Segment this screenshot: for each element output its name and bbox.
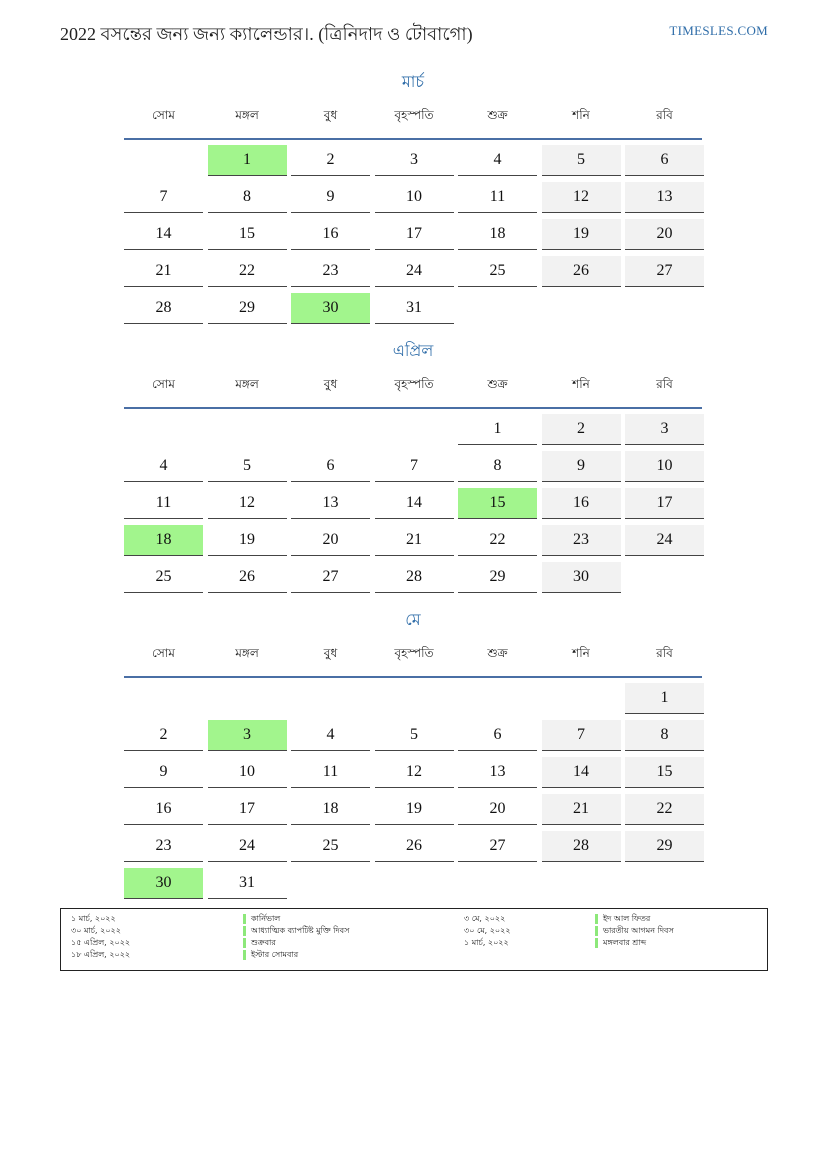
empty-cell [542, 683, 621, 713]
day-cell[interactable]: 4 [291, 720, 370, 751]
day-cell[interactable]: 25 [124, 562, 203, 593]
weekday-header-row [124, 375, 702, 405]
day-cell[interactable]: 30 [542, 562, 621, 593]
day-cell[interactable]: 7 [542, 720, 621, 751]
empty-cell [375, 868, 454, 898]
empty-cell [208, 414, 287, 444]
weekday-label: শুক্র [487, 377, 508, 391]
holiday-name: ভারতীয় আগমন দিবস [603, 926, 674, 935]
day-cell[interactable]: 5 [208, 451, 287, 482]
holiday-date: ১৮ এপ্রিল, ২০২২ [71, 950, 131, 959]
day-cell[interactable]: 27 [291, 562, 370, 593]
day-cell[interactable]: 18 [291, 794, 370, 825]
holiday-day-cell[interactable]: 18 [124, 525, 203, 556]
day-cell[interactable]: 22 [625, 794, 704, 825]
day-cell[interactable]: 3 [625, 414, 704, 445]
site-link[interactable]: TIMESLES.COM [669, 23, 768, 38]
header-divider [124, 407, 702, 409]
header-divider [124, 138, 702, 140]
holiday-marker [243, 914, 246, 924]
day-cell[interactable]: 31 [208, 868, 287, 899]
holiday-name: শুক্রবার [251, 938, 276, 947]
holiday-date: ১ মার্চ, ২০২২ [71, 914, 116, 923]
empty-cell [458, 293, 537, 323]
day-grid [124, 683, 702, 905]
weekday-header-row [124, 644, 702, 674]
day-cell[interactable]: 17 [375, 219, 454, 250]
day-cell[interactable]: 1 [458, 414, 537, 445]
day-cell[interactable]: 5 [542, 145, 621, 176]
day-cell[interactable]: 26 [208, 562, 287, 593]
day-cell[interactable]: 9 [124, 757, 203, 788]
holiday-day-cell[interactable]: 1 [208, 145, 287, 176]
day-cell[interactable]: 26 [542, 256, 621, 287]
weekday-label: সোম [152, 646, 175, 660]
day-cell[interactable]: 6 [458, 720, 537, 751]
day-cell[interactable]: 27 [458, 831, 537, 862]
day-cell[interactable]: 12 [542, 182, 621, 213]
holiday-marker [243, 950, 246, 960]
weekday-label: সোম [152, 108, 175, 122]
weekday-label: মঙ্গল [235, 108, 259, 122]
weekday-label: বুধ [323, 646, 338, 660]
day-cell[interactable]: 1 [625, 683, 704, 714]
weekday-header-row [124, 106, 702, 136]
empty-cell [542, 868, 621, 898]
day-cell[interactable]: 6 [625, 145, 704, 176]
day-cell[interactable]: 21 [124, 256, 203, 287]
month-april [124, 339, 702, 599]
holiday-day-cell[interactable]: 30 [124, 868, 203, 899]
day-cell[interactable]: 23 [542, 525, 621, 556]
day-cell[interactable]: 12 [375, 757, 454, 788]
holiday-marker [243, 938, 246, 948]
day-cell[interactable]: 18 [458, 219, 537, 250]
day-cell[interactable]: 10 [375, 182, 454, 213]
day-cell[interactable]: 10 [625, 451, 704, 482]
day-cell[interactable]: 31 [375, 293, 454, 324]
day-cell[interactable]: 7 [124, 182, 203, 213]
day-cell[interactable]: 22 [208, 256, 287, 287]
empty-cell [291, 683, 370, 713]
day-cell[interactable]: 12 [208, 488, 287, 519]
day-cell[interactable]: 27 [625, 256, 704, 287]
empty-cell [625, 562, 704, 592]
day-cell[interactable]: 16 [291, 219, 370, 250]
day-cell[interactable]: 9 [542, 451, 621, 482]
day-cell[interactable]: 8 [458, 451, 537, 482]
empty-cell [542, 293, 621, 323]
empty-cell [375, 683, 454, 713]
day-cell[interactable]: 20 [458, 794, 537, 825]
holiday-marker [595, 914, 598, 924]
day-cell[interactable]: 10 [208, 757, 287, 788]
day-cell[interactable]: 25 [458, 256, 537, 287]
day-grid [124, 145, 702, 330]
weekday-label: বৃহস্পতি [394, 646, 434, 660]
day-cell[interactable]: 6 [291, 451, 370, 482]
day-cell[interactable]: 3 [375, 145, 454, 176]
day-cell[interactable]: 29 [208, 293, 287, 324]
day-cell[interactable]: 19 [542, 219, 621, 250]
day-cell[interactable]: 28 [375, 562, 454, 593]
weekday-label: রবি [656, 108, 673, 122]
day-cell[interactable]: 17 [625, 488, 704, 519]
holiday-name: কার্নিভাল [251, 914, 281, 923]
month-title: এপ্রিল [392, 341, 434, 360]
day-grid [124, 414, 702, 599]
day-cell[interactable]: 13 [625, 182, 704, 213]
empty-cell [458, 868, 537, 898]
day-cell[interactable]: 2 [542, 414, 621, 445]
day-cell[interactable]: 22 [458, 525, 537, 556]
day-cell[interactable]: 14 [375, 488, 454, 519]
day-cell[interactable]: 20 [625, 219, 704, 250]
month-title: মে [405, 610, 421, 629]
holiday-day-cell[interactable]: 30 [291, 293, 370, 324]
month-title: মার্চ [401, 72, 425, 91]
holiday-date: ৩০ মে, ২০২২ [464, 926, 511, 935]
holiday-name: ইস্টার সোমবার [251, 950, 299, 959]
day-cell[interactable]: 11 [291, 757, 370, 788]
empty-cell [124, 414, 203, 444]
day-cell[interactable]: 5 [375, 720, 454, 751]
day-cell[interactable]: 11 [458, 182, 537, 213]
empty-cell [124, 683, 203, 713]
day-cell[interactable]: 19 [375, 794, 454, 825]
holiday-date: ১৫ এপ্রিল, ২০২২ [71, 938, 131, 947]
holiday-date: ১ মার্চ, ২০২২ [464, 938, 509, 947]
day-cell[interactable]: 28 [542, 831, 621, 862]
empty-cell [208, 683, 287, 713]
day-cell[interactable]: 19 [208, 525, 287, 556]
weekday-label: বৃহস্পতি [394, 377, 434, 391]
page-header [60, 18, 768, 46]
day-cell[interactable]: 17 [208, 794, 287, 825]
weekday-label: শুক্র [487, 646, 508, 660]
day-cell[interactable]: 15 [208, 219, 287, 250]
weekday-label: রবি [656, 646, 673, 660]
day-cell[interactable]: 15 [625, 757, 704, 788]
empty-cell [124, 145, 203, 175]
weekday-label: সোম [152, 377, 175, 391]
day-cell[interactable]: 13 [291, 488, 370, 519]
holiday-name: ইদ আল ফিতর [603, 914, 651, 923]
weekday-label: রবি [656, 377, 673, 391]
holiday-marker [595, 926, 598, 936]
empty-cell [458, 683, 537, 713]
day-cell[interactable]: 2 [124, 720, 203, 751]
day-cell[interactable]: 29 [458, 562, 537, 593]
weekday-label: বুধ [323, 377, 338, 391]
holiday-date: ৩ মে, ২০২২ [464, 914, 506, 923]
weekday-label: শুক্র [487, 108, 508, 122]
day-cell[interactable]: 29 [625, 831, 704, 862]
day-cell[interactable]: 9 [291, 182, 370, 213]
holiday-date: ৩০ মার্চ, ২০২২ [71, 926, 121, 935]
holiday-day-cell[interactable]: 15 [458, 488, 537, 519]
day-cell[interactable]: 4 [124, 451, 203, 482]
empty-cell [291, 868, 370, 898]
page-title: 2022 বসন্তের জন্য জন্য ক্যালেন্ডার।. (ত্রিনিদাদ ও টোবাগো) [60, 24, 473, 44]
day-cell[interactable]: 23 [291, 256, 370, 287]
day-cell[interactable]: 14 [124, 219, 203, 250]
day-cell[interactable]: 21 [542, 794, 621, 825]
day-cell[interactable]: 21 [375, 525, 454, 556]
day-cell[interactable]: 23 [124, 831, 203, 862]
day-cell[interactable]: 7 [375, 451, 454, 482]
day-cell[interactable]: 4 [458, 145, 537, 176]
holiday-day-cell[interactable]: 3 [208, 720, 287, 751]
weekday-label: মঙ্গল [235, 377, 259, 391]
day-cell[interactable]: 24 [208, 831, 287, 862]
day-cell[interactable]: 24 [625, 525, 704, 556]
day-cell[interactable]: 24 [375, 256, 454, 287]
day-cell[interactable]: 11 [124, 488, 203, 519]
day-cell[interactable]: 28 [124, 293, 203, 324]
weekday-label: বৃহস্পতি [394, 108, 434, 122]
empty-cell [625, 868, 704, 898]
weekday-label: শনি [572, 646, 590, 660]
day-cell[interactable]: 8 [625, 720, 704, 751]
empty-cell [625, 293, 704, 323]
holiday-name: মঙ্গলবার শ্রাব্দ [603, 938, 647, 947]
empty-cell [291, 414, 370, 444]
empty-cell [375, 414, 454, 444]
day-cell[interactable]: 13 [458, 757, 537, 788]
day-cell[interactable]: 16 [124, 794, 203, 825]
day-cell[interactable]: 14 [542, 757, 621, 788]
weekday-label: শনি [572, 108, 590, 122]
header-divider [124, 676, 702, 678]
day-cell[interactable]: 2 [291, 145, 370, 176]
day-cell[interactable]: 20 [291, 525, 370, 556]
holiday-name: আধ্যাত্মিক ব্যাপটিষ্ট মুক্তি দিবস [251, 926, 350, 935]
day-cell[interactable]: 8 [208, 182, 287, 213]
holiday-marker [243, 926, 246, 936]
weekday-label: বুধ [323, 108, 338, 122]
month-may [124, 608, 702, 905]
weekday-label: মঙ্গল [235, 646, 259, 660]
day-cell[interactable]: 25 [291, 831, 370, 862]
month-march [124, 70, 702, 330]
holiday-legend [60, 908, 768, 971]
holiday-marker [595, 938, 598, 948]
weekday-label: শনি [572, 377, 590, 391]
day-cell[interactable]: 16 [542, 488, 621, 519]
day-cell[interactable]: 26 [375, 831, 454, 862]
